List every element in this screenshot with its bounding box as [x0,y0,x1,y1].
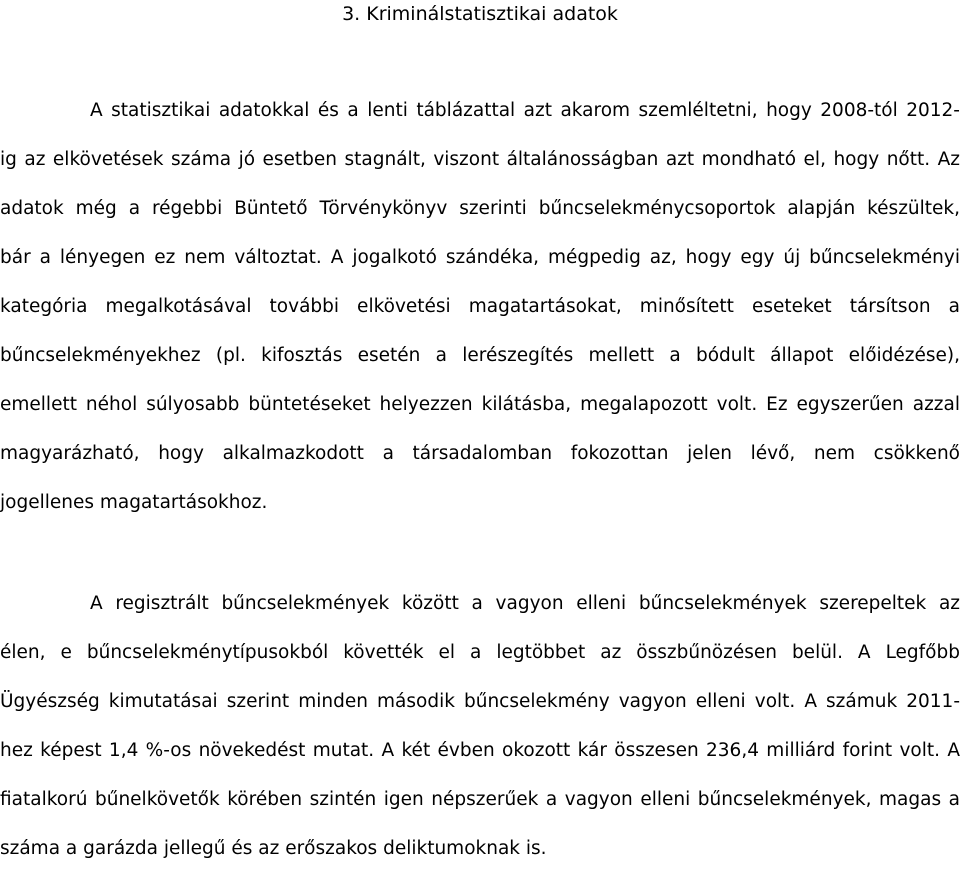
paragraph-line: jogellenes magatartásokhoz. [0,492,268,513]
paragraph-line: száma a garázda jellegű és az erőszakos deliktumoknak is. [0,838,547,859]
paragraph-line: kategória megalkotásával további elkövetési magatartásokat, minősített eseteket társítson a [0,296,960,317]
paragraph-line: bűncselekményekhez (pl. kifosztás esetén a lerészegítés mellett a bódult állapot előidézése), [0,345,960,366]
paragraph-line: hez képest 1,4 %-os növekedést mutat. A két évben okozott kár összesen 236,4 milliárd forint volt. A [0,740,960,761]
paragraph-line: A regisztrált bűncselekmények között a vagyon elleni bűncselekmények szerepeltek az [90,593,960,614]
paragraph-line: élen, e bűncselekménytípusokból követték el a legtöbbet az összbűnözésen belül. A Legfőbb [0,642,960,663]
paragraph-line: bár a lényegen ez nem változtat. A jogalkotó szándéka, mégpedig az, hogy egy új bűncselekményi [0,247,960,268]
paragraph-line: emellett néhol súlyosabb büntetéseket helyezzen kilátásba, megalapozott volt. Ez egyszerűen azzal [0,394,960,415]
paragraph-line: A statisztikai adatokkal és a lenti táblázattal azt akarom szemléltetni, hogy 2008-tól 2012- [90,100,960,121]
paragraph-2 [0,579,960,873]
paragraph-line: magyarázható, hogy alkalmazkodott a társadalomban fokozottan jelen lévő, nem csökkenő [0,443,960,464]
section-heading: 3. Kriminálstatisztikai adatok [342,3,618,25]
paragraph-line: ig az elkövetések száma jó esetben stagnált, viszont általánosságban azt mondható el, hogy nőtt. Az [0,149,960,170]
paragraph-line: Ügyészség kimutatásai szerint minden második bűncselekmény vagyon elleni volt. A számuk 2011- [0,691,960,712]
paragraph-line: fiatalkorú bűnelkövetők körében szintén igen népszerűek a vagyon elleni bűncselekmények, magas a [0,789,960,810]
paragraph-line: adatok még a régebbi Büntető Törvénykönyv szerinti bűncselekménycsoportok alapján készültek, [0,198,960,219]
paragraph-1 [0,86,960,527]
